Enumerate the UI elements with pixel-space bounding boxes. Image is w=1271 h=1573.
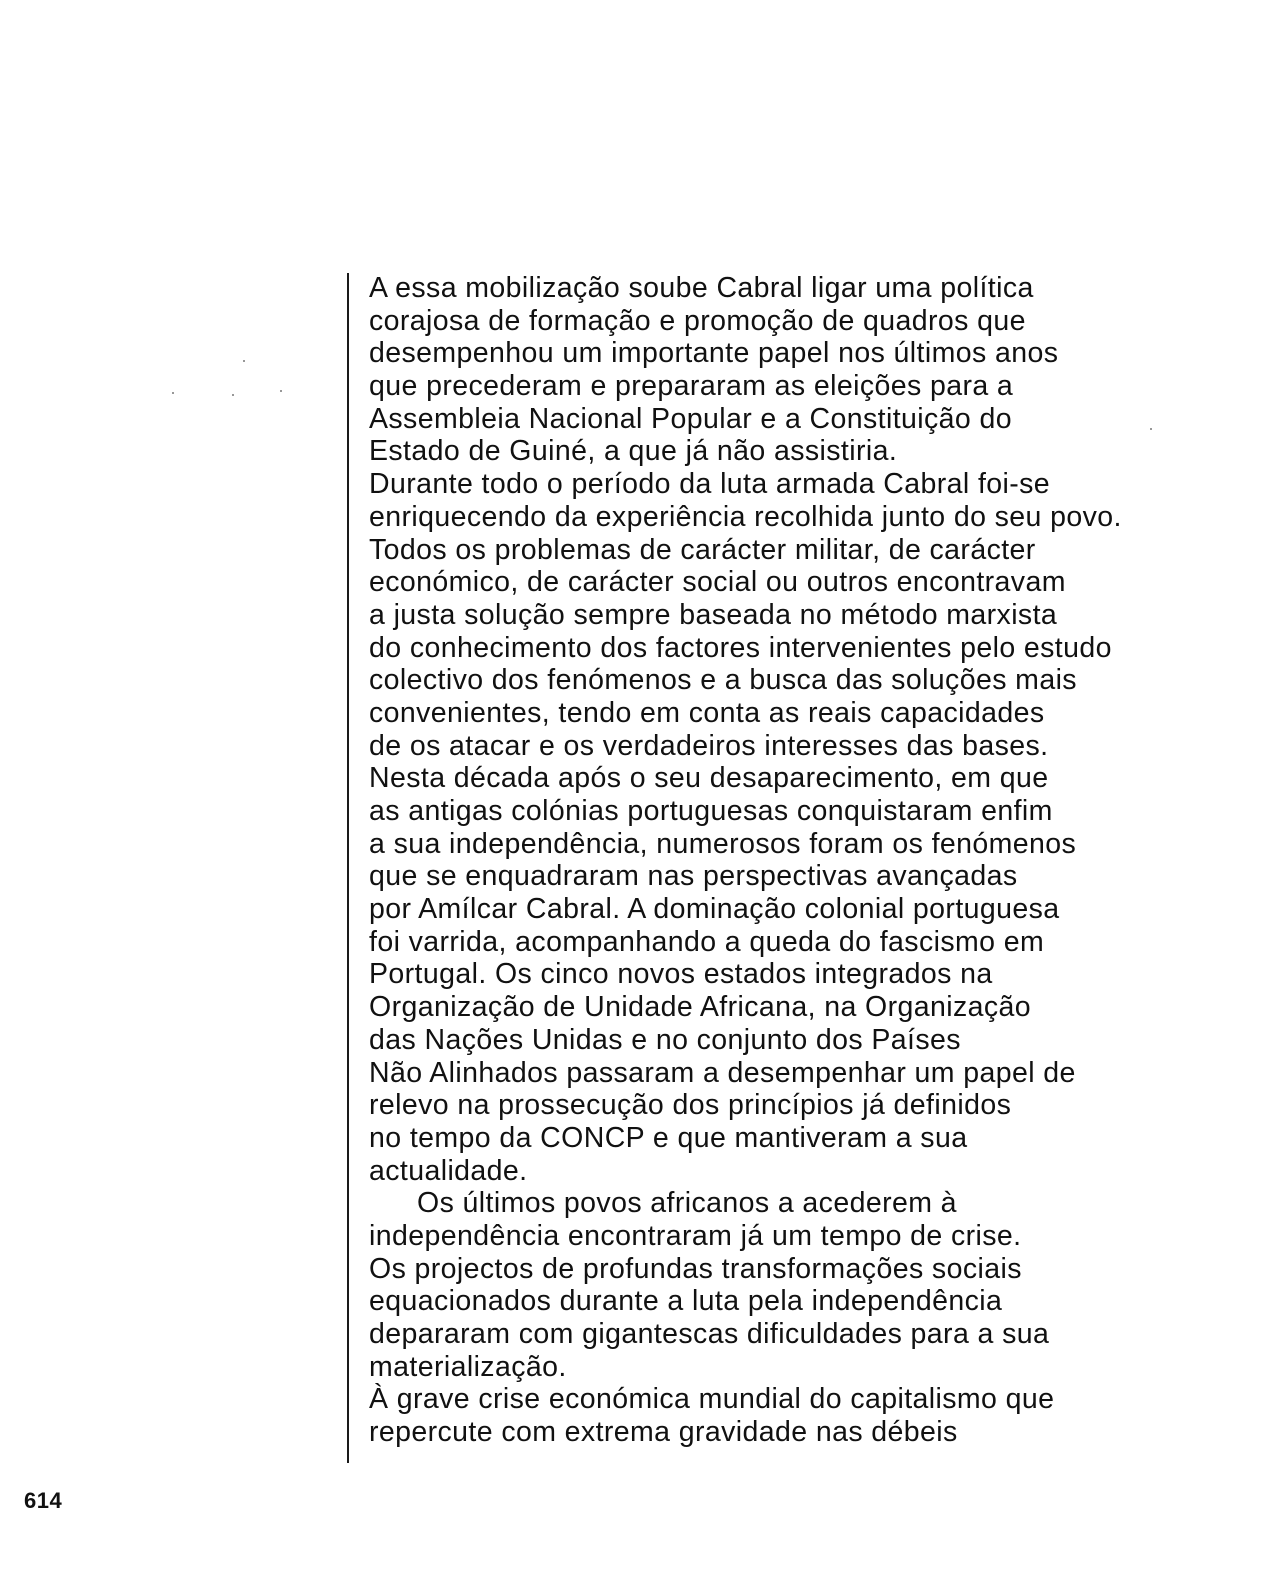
scan-speck: [243, 360, 245, 362]
text-line: corajosa de formação e promoção de quadros que: [369, 304, 1026, 337]
text-line: Durante todo o período da luta armada Cabral foi-se: [369, 468, 1051, 501]
text-line: a justa solução sempre baseada no método marxista: [369, 598, 1058, 631]
text-line: actualidade.: [369, 1154, 528, 1187]
text-line: Organização de Unidade Africana, na Organização: [369, 991, 1032, 1024]
text-line: relevo na prossecução dos princípios já definidos: [369, 1089, 1012, 1122]
text-line: a sua independência, numerosos foram os fenómenos: [369, 827, 1077, 860]
text-line: A essa mobilização soube Cabral ligar uma política: [369, 272, 1034, 304]
text-line: desempenhou um importante papel nos últimos anos: [369, 337, 1059, 370]
text-line-indented: Os últimos povos africanos a acederem à: [417, 1187, 957, 1220]
text-line: equacionados durante a luta pela independência: [369, 1285, 1003, 1318]
text-line: Os projectos de profundas transformações sociais: [369, 1252, 1022, 1285]
text-line: que se enquadraram nas perspectivas avançadas: [369, 860, 1018, 893]
text-line: colectivo dos fenómenos e a busca das soluções mais: [369, 664, 1077, 697]
text-line: convenientes, tendo em conta as reais capacidades: [369, 696, 1045, 729]
text-line: depararam com gigantescas dificuldades para a sua: [369, 1318, 1050, 1350]
text-line: do conhecimento dos factores intervenientes pelo estudo: [369, 631, 1112, 664]
scan-speck: [232, 394, 234, 396]
body-text: [369, 272, 1249, 1449]
text-line: económico, de carácter social ou outros encontravam: [369, 566, 1066, 599]
text-line: repercute com extrema gravidade nas débeis: [369, 1416, 958, 1449]
text-line: Estado de Guiné, a que já não assistiria.: [369, 435, 898, 468]
text-line: Assembleia Nacional Popular e a Constituição do: [369, 402, 1012, 435]
text-line: Todos os problemas de carácter militar, de carácter: [369, 533, 1036, 566]
scan-speck: [172, 392, 174, 394]
page-number: 614: [24, 1488, 63, 1513]
text-line: independência encontraram já um tempo de crise.: [369, 1219, 1022, 1252]
text-line: no tempo da CONCP e que mantiveram a sua: [369, 1121, 968, 1154]
text-line: por Amílcar Cabral. A dominação colonial portuguesa: [369, 893, 1060, 926]
text-line: enriquecendo da experiência recolhida junto do seu povo.: [369, 500, 1122, 533]
text-line: de os atacar e os verdadeiros interesses das bases.: [369, 729, 1049, 762]
text-line: Não Alinhados passaram a desempenhar um papel de: [369, 1056, 1076, 1089]
text-line: Portugal. Os cinco novos estados integrados na: [369, 958, 993, 991]
scan-speck: [280, 390, 282, 392]
text-line: Nesta década após o seu desaparecimento, em que: [369, 762, 1049, 795]
margin-rule: [347, 273, 349, 1463]
text-line: das Nações Unidas e no conjunto dos Países: [369, 1023, 961, 1056]
text-line: foi varrida, acompanhando a queda do fascismo em: [369, 925, 1045, 958]
text-line: as antigas colónias portuguesas conquistaram enfim: [369, 795, 1053, 827]
text-line: À grave crise económica mundial do capitalismo que: [369, 1383, 1055, 1416]
text-line: materialização.: [369, 1350, 567, 1383]
text-line: que precederam e prepararam as eleições para a: [369, 370, 1014, 403]
